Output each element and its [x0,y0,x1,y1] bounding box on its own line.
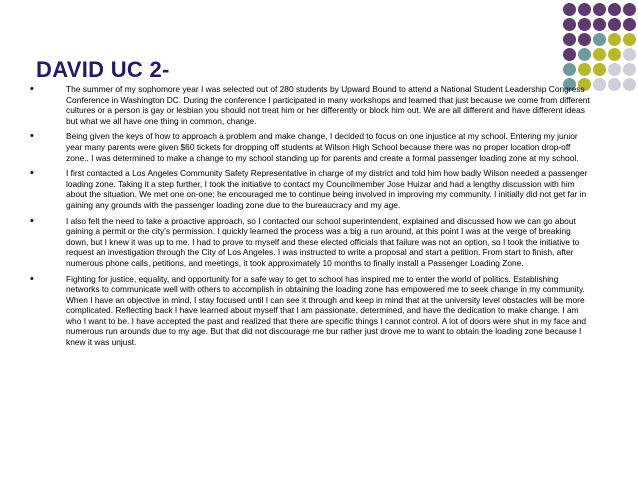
bullet-marker: • [30,130,34,143]
bullet-item [30,274,590,348]
decorative-dot [593,48,606,61]
decorative-dot [608,18,621,31]
decorative-dot [593,3,606,16]
decorative-dot [578,33,591,46]
bullet-text: The summer of my sophomore year I was selected out of 280 students by Upward Bound to attend a National Student Leadership Congress Conference in Washington DC. During the conference I participated in many workshops and learned that just because we come from different cultures or a person is gay or lesbian you should not treat him or her differently or block him out. We are all different and have different ideas but what we all have one thing in common, change. [66,84,590,126]
bullet-item [30,168,590,210]
decorative-dot [578,18,591,31]
decorative-dot [608,48,621,61]
decorative-dot [563,63,576,76]
decorative-dot [593,63,606,76]
decorative-dot [593,33,606,46]
bullet-marker: • [30,83,34,95]
slide-title: DAVID UC 2- [36,57,170,82]
decorative-dot [608,3,621,16]
bullet-item [30,84,590,126]
decorative-dot [623,33,636,46]
decorative-dot [578,3,591,16]
decorative-dot [563,48,576,61]
bullet-text: Fighting for justice, equality, and opportunity for a safe way to get to school has inspired me to enter the world of politics. Establishing networks to communicate well with others to accomplish in obtaining the loading zone has empowered me to seek change in my community. When I have an objective in mind, I stay focused until I can see it through and keep in mind that at the university level obstacles will be more complicated. Reflecting back I have learned about myself that I am passionate, determined, and have the dedication to make change. I am who I want to be. I have accepted the past and realized that there are specific things I cannot control. A lot of doors were shut in my face and numerous run arounds due to my age. But that did not discourage me bur rather just drove me to want to obtain the loading zone because I knew it was unjust. [66,273,587,348]
decorative-dot [623,3,636,16]
bullet-marker: • [30,214,34,227]
decorative-dot [563,3,576,16]
decorative-dot [593,18,606,31]
decorative-dot [563,18,576,31]
decorative-dot [623,48,636,61]
decorative-dot [623,78,636,91]
bullet-marker: • [30,167,34,180]
bullet-text: I first contacted a Los Angeles Community Safety Representative in charge of my district and told him how badly Wilson needed a passenger loading zone. Taking it a step further, I took the initiative to contact my Councilmember Jose Huizar and had a lengthy discussion with him about the situation. We met one on-one; he encouraged me to continue being involved in improving my community. I initially did not get far in gaining any grounds with the passenger loading zone due to the bureaucracy and my age. [66,168,588,210]
bullet-list [30,84,590,353]
decorative-dot [578,48,591,61]
bullet-item [30,216,590,269]
decorative-dot-grid [551,0,638,90]
decorative-dot [578,63,591,76]
decorative-dot [563,33,576,46]
decorative-dot [608,78,621,91]
decorative-dot [608,63,621,76]
decorative-dot [623,18,636,31]
bullet-item [30,131,590,163]
bullet-marker: • [30,272,34,285]
decorative-dot [593,78,606,91]
bullet-text: I also felt the need to take a proactive approach, so I contacted our school superintendent, explained and discussed how we can go about gaining a permit or the city's permission. I quickly learned the process was a big a run around, at this point I was at the verge of breaking down, but I knew it was up to me. I had to prove to myself and these elected officials that failure was not an option, so I took the initiative to request an investigation through the City of Los Angeles. I was instructed to write a proposal and start a petition. From start to finish, after numerous phone calls, petitions, and meetings, it took approximately 10 months to finally install a Passenger Loading Zone. [66,215,580,268]
bullet-text: Being given the keys of how to approach a problem and make change, I decided to focus on one injustice at my school. Entering my junior year many parents were given $60 tickets for dropping off students at Wilson High School because there was no proper location drop-off zone.. I was determined to make a change to my school standing up for parents and create a formal passenger loading zone at my school. [66,131,579,163]
decorative-dot [623,63,636,76]
decorative-dot [608,33,621,46]
